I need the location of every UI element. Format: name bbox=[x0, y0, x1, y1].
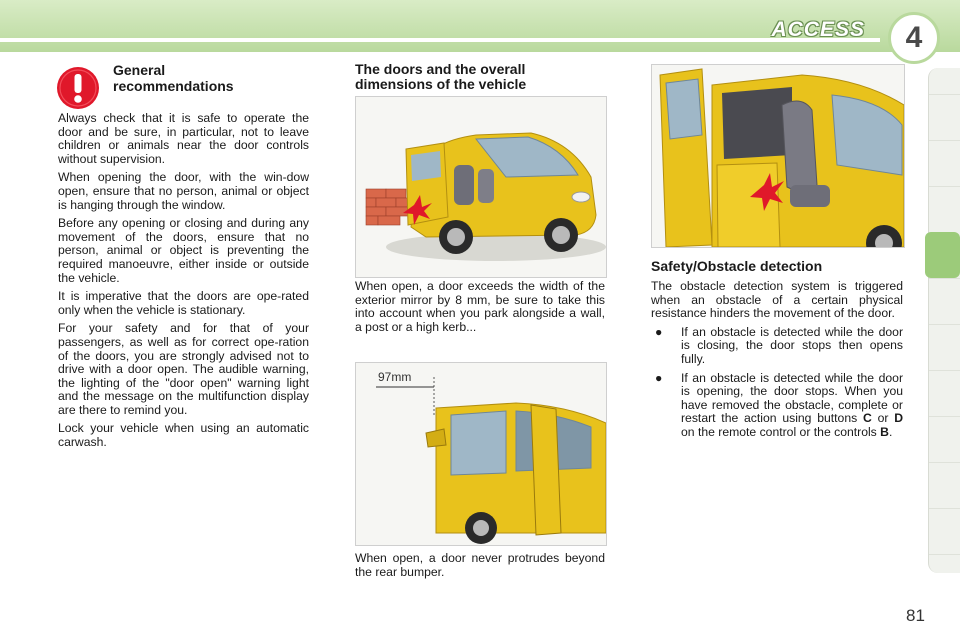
paragraph: Before any opening or closing and during any movement of the doors, ensure that no person, animal or object is preventing the required manoeuvre, either inside or outside the vehicle. bbox=[58, 216, 309, 285]
paragraph: When opening the door, with the win-dow open, ensure that no person, animal or object is hanging through the window. bbox=[58, 170, 309, 212]
car-door-open-wall-illustration bbox=[355, 96, 607, 278]
safety-obstacle-title: Safety/Obstacle detection bbox=[651, 258, 823, 274]
header-band bbox=[0, 0, 960, 52]
bullet-text: . bbox=[888, 424, 893, 439]
mirror-width-caption: When open, a door exceeds the width of the exterior mirror by 8 mm, be sure to take this into account when you park alongside a wall, a post or a high kerb... bbox=[355, 279, 605, 334]
tab-divider bbox=[929, 140, 960, 141]
title-line: General bbox=[113, 62, 166, 78]
title-line: dimensions of the vehicle bbox=[355, 76, 527, 92]
tab-divider bbox=[929, 370, 960, 371]
list-item bbox=[651, 326, 903, 367]
button-b-ref: B bbox=[880, 424, 889, 439]
general-recommendations-title bbox=[113, 62, 234, 94]
title-line: The doors and the overall bbox=[355, 61, 526, 77]
tab-divider bbox=[929, 324, 960, 325]
page-number: 81 bbox=[906, 606, 925, 625]
rear-bumper-caption: When open, a door never protrudes beyond the rear bumper. bbox=[355, 551, 605, 579]
header-stripe bbox=[0, 38, 880, 42]
bullet-text: or bbox=[871, 411, 895, 426]
tab-divider bbox=[929, 554, 960, 555]
bullet-text: If an obstacle is detected while the door is opening, the door stops. When you have removed the obstacle, complete or restart the action using buttons bbox=[681, 370, 903, 426]
general-recommendations-text bbox=[58, 112, 309, 455]
car-door-obstacle-illustration bbox=[651, 64, 905, 248]
car-door-open-dimension-illustration bbox=[355, 362, 607, 546]
paragraph: Always check that it is safe to operate the door and be sure, in particular, not to leave children or animals near the door controls without supervision. bbox=[58, 111, 309, 166]
exclamation-icon bbox=[56, 66, 100, 110]
chapter-tab-strip bbox=[928, 68, 960, 573]
button-c-ref: C bbox=[862, 411, 872, 426]
tab-divider bbox=[929, 416, 960, 417]
chapter-number-badge: 4 bbox=[888, 12, 940, 64]
dimension-label: 97mm bbox=[378, 370, 412, 384]
paragraph: Lock your vehicle when using an automatic carwash. bbox=[58, 421, 309, 450]
tab-divider bbox=[929, 278, 960, 279]
section-title: ACCESS bbox=[771, 18, 865, 41]
bullet-text: If an obstacle is detected while the door is closing, the door stops then opens fully. bbox=[681, 324, 903, 366]
bullet-icon: ● bbox=[655, 370, 663, 385]
safety-obstacle-text bbox=[651, 280, 903, 445]
doors-dimensions-title bbox=[355, 62, 605, 92]
tab-divider bbox=[929, 508, 960, 509]
tab-divider bbox=[929, 186, 960, 187]
button-d-ref: D bbox=[894, 411, 903, 426]
list-item bbox=[651, 372, 903, 440]
tab-divider bbox=[929, 94, 960, 95]
tab-divider bbox=[929, 462, 960, 463]
chapter-tab-active[interactable] bbox=[925, 232, 960, 278]
bullet-icon: ● bbox=[655, 324, 663, 339]
paragraph: It is imperative that the doors are ope-rated only when the vehicle is stationary. bbox=[58, 289, 309, 317]
title-line: recommendations bbox=[113, 78, 234, 94]
paragraph: For your safety and for that of your passengers, as well as for correct ope-ration of the doors, you are strongly advised not to drive with a door open. The audible warning, the lighting of the "door open" warning light and the message on the multifunction display are there to remind you. bbox=[58, 321, 309, 417]
bullet-text: on the remote control or the controls bbox=[681, 424, 881, 439]
paragraph: The obstacle detection system is triggered when an obstacle of a certain physical resistance hinders the movement of the door. bbox=[651, 279, 903, 321]
